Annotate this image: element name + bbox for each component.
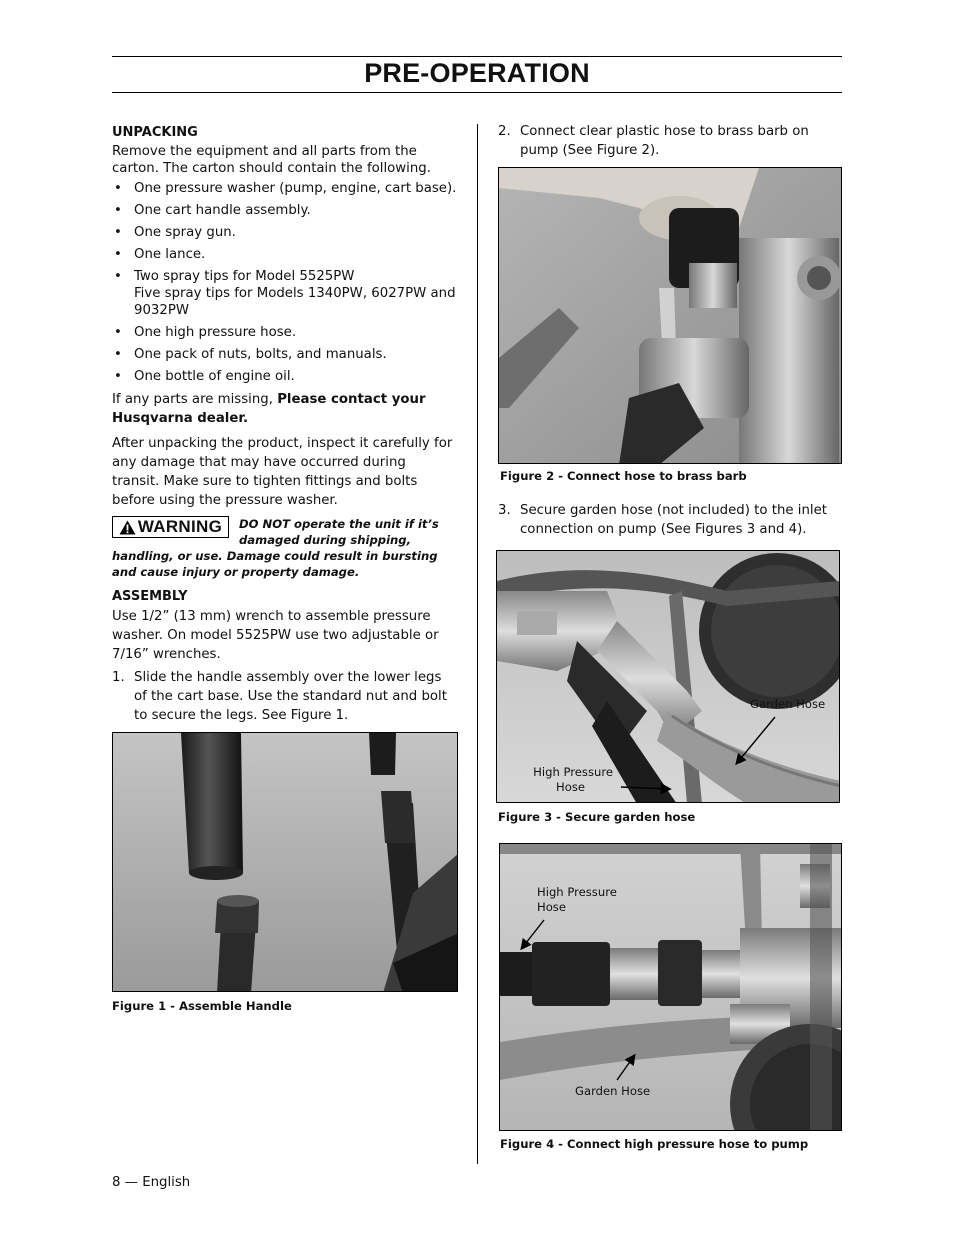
right-column-step3 [498,501,838,539]
figure-4-photo [499,843,842,1131]
step-3 [498,501,838,539]
warning-triangle-icon [119,520,136,535]
missing-parts-note [112,390,457,428]
assembly-steps [112,668,457,725]
list-item: • One lance. [112,246,457,263]
list-item: • One pack of nuts, bolts, and manuals. [112,346,457,363]
list-item: • One bottle of engine oil. [112,368,457,385]
step-2 [498,122,838,160]
unpacking-intro: Remove the equipment and all parts from the carton. The carton should contain the following. [112,144,431,176]
figure-3-arrows [497,551,840,803]
page-title: PRE-OPERATION [364,58,590,88]
step-2-list [498,122,838,160]
title-rule-top [112,56,842,57]
assembly-heading: ASSEMBLY [112,589,188,604]
list-item: • One spray gun. [112,224,457,241]
label-line: High Pressure [533,765,613,779]
inspect-paragraph: After unpacking the product, inspect it carefully for any damage that may have occurred during transit. Make sure to tighten fittings and bolts before using the pressure washer. [112,436,453,508]
step-text: Connect clear plastic hose to brass barb on pump (See Figure 2). [520,124,809,158]
step-number: 2. [498,124,511,139]
figure-3-photo [496,550,840,803]
warning-label: WARNING [137,517,223,536]
figure-4-garden-hose-label: Garden Hose [575,1084,651,1098]
unpacking-heading: UNPACKING [112,125,198,140]
warning-badge [112,516,229,538]
step-number: 1. [112,670,125,685]
figure-3-garden-hose-label: Garden Hose [750,697,826,711]
title-rule-bottom [112,92,842,93]
label-line: High Pressure [537,885,617,899]
contents-list [112,180,457,385]
missing-prefix: If any parts are missing, [112,392,278,407]
step-number: 3. [498,503,511,518]
figure-3-caption: Figure 3 - Secure garden hose [498,810,696,824]
assembly-intro: Use 1/2” (13 mm) wrench to assemble pressure washer. On model 5525PW use two adjustable or 7/16” wrenches. [112,609,439,662]
list-item: • One high pressure hose. [112,324,457,341]
step-text: Secure garden hose (not included) to the inlet connection on pump (See Figures 3 and 4). [520,503,827,537]
figure-2-caption: Figure 2 - Connect hose to brass barb [500,469,747,483]
column-divider [477,124,478,1164]
figure-1-photo [112,732,458,992]
spray-tips-line2: Five spray tips for Models 1340PW, 6027PW and 9032PW [134,286,456,318]
page-footer: 8 — English [112,1175,191,1190]
step-text: Slide the handle assembly over the lower legs of the cart base. Use the standard nut and bolt to secure the legs. See Figure 1. [134,670,447,723]
list-item [112,268,457,319]
figure-4-caption: Figure 4 - Connect high pressure hose to pump [500,1137,809,1151]
warning-block [112,516,457,580]
figure-1-caption: Figure 1 - Assemble Handle [112,999,292,1013]
figure-2-photo [498,167,842,464]
label-line: Hose [537,900,566,914]
step-3-list [498,501,838,539]
step-1 [112,668,457,725]
dealer-contact: Please contact your Husqvarna dealer. [112,392,426,426]
list-item: • One pressure washer (pump, engine, cart base). [112,180,457,197]
label-line: Hose [556,780,585,794]
right-column-top [498,122,838,160]
spray-tips-line1: Two spray tips for Model 5525PW [134,269,355,284]
left-column [112,122,457,725]
warning-text: DO NOT operate the unit if it’s damaged during shipping, handling, or use. Damage could result in bursting and cause injury or property damage. [112,517,439,579]
figure-4-arrows [500,844,842,1131]
list-item: • One cart handle assembly. [112,202,457,219]
